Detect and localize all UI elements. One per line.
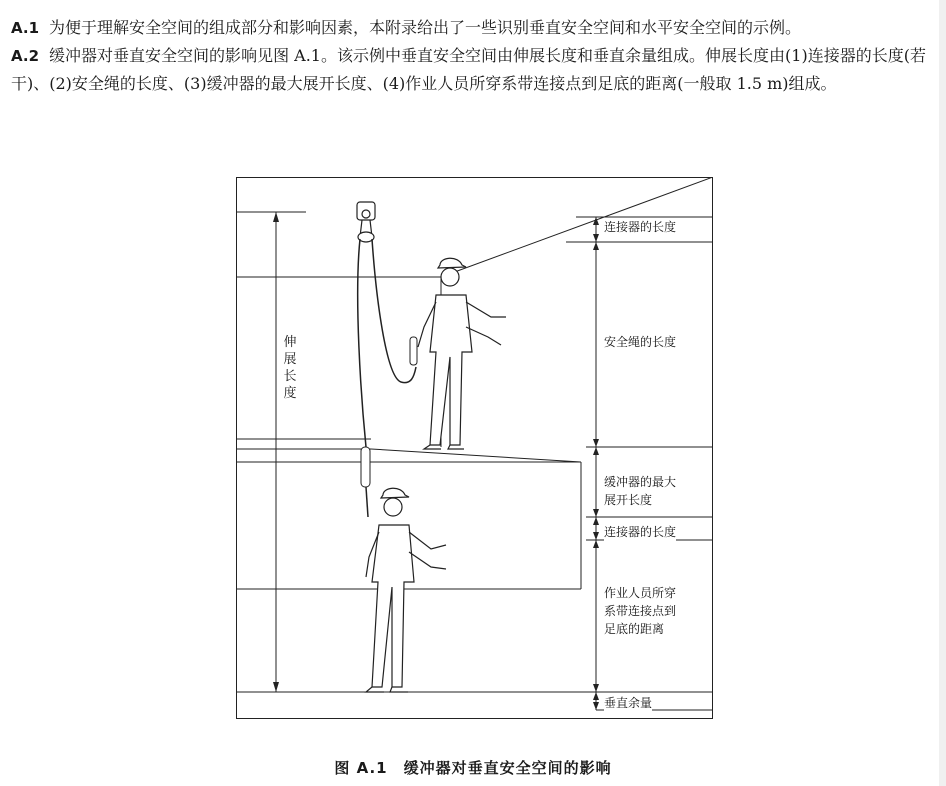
scrollbar[interactable] [939,0,946,786]
worker-upper [418,258,506,449]
anchor-device [357,202,375,242]
clause-number: A.1 [11,19,40,37]
dimension-label-clearance: 垂直余量 [604,696,653,710]
dimension-label-absorber-2: 展开长度 [604,493,653,507]
paragraph-text: 为便于理解安全空间的组成部分和影响因素，本附录给出了一些识别垂直安全空间和水平安全空间的示例。 [49,18,802,37]
figure-caption: 图 A.1 缓冲器对垂直安全空间的影响 [334,759,612,777]
platform-edge [371,449,581,462]
dimension-label-harness-1: 作业人员所穿 [604,586,677,600]
dimension-label-harness-3: 足底的距离 [604,622,665,636]
dimension-label-connector-top: 连接器的长度 [604,220,677,234]
rope-long [358,239,366,447]
clause-number: A.2 [11,47,40,65]
paragraph-a1 [11,14,926,42]
document-body [11,14,926,98]
absorber-bottom [361,447,370,487]
worker-lower [366,488,446,692]
dimension-label-reach-length: 伸 展 长 度 [283,335,297,401]
paragraph-text: 缓冲器对垂直安全空间的影响见图 A.1。该示例中垂直安全空间由伸展长度和垂直余量组成。伸展长度由(1)连接器的长度(若干)、(2)安全绳的长度、(3)缓冲器的最大展开长度、(4)作业人员所穿系带连接点到足底的距离(一般取 1.5 m)组成。 [11,46,926,93]
dimension-label-harness-2: 系带连接点到 [604,604,677,618]
paragraph-a2 [11,42,926,98]
figure-a1 [236,177,713,719]
connector-bottom [366,487,368,517]
absorber-top [410,337,417,365]
rope-to-worker [372,239,416,383]
dimension-label-rope: 安全绳的长度 [604,335,677,349]
dimension-label-absorber-1: 缓冲器的最大 [604,475,677,489]
dimension-label-connector-bottom: 连接器的长度 [604,525,677,539]
